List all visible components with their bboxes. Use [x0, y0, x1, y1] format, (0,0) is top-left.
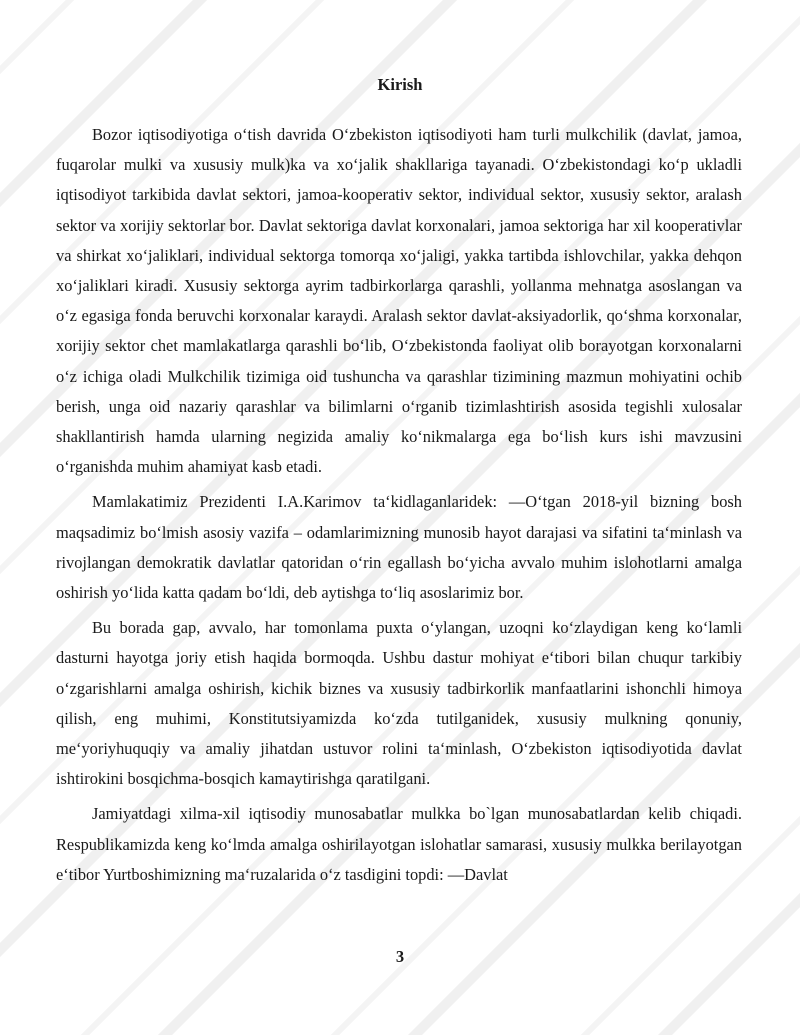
paragraph: Mamlakatimiz Prezidenti I.A.Karimov taʻkidlaganlaridek: ―Oʻtgan 2018-yil bizning bosh maqsadimiz boʻlmish asosiy vazifa – odamlarimizning munosib hayot darajasi va sifatini taʻminlash va rivojlangan demokratik davlatlar qatoridan oʻrin egallash boʻyicha avvalo muhim islohotlarni amalga oshirish yoʻlida katta qadam boʻldi, deb aytishga toʻliq asoslarimiz bor.: [56, 492, 742, 603]
document-title: Kirish: [377, 75, 423, 94]
paragraph: Jamiyatdagi xilma-xil iqtisodiy munosabatlar mulkka bo`lgan munosabatlardan kelib chiqadi. Respublikamizda keng koʻlmda amalga oshirilayotgan islohatlar samarasi, xususiy mulkka berilayotgan eʻtibor Yurtboshimizning maʻruzalarida oʻz tasdigini topdi: ―Davlat: [56, 804, 742, 884]
paragraph: Bu borada gap, avvalo, har tomonlama puxta oʻylangan, uzoqni koʻzlaydigan keng koʻlamli dasturni hayotga joriy etish haqida bormoqda. Ushbu dastur mohiyat eʻtibori bilan chuqur tarkibiy oʻzgarishlarni amalga oshirish, kichik biznes va xususiy tadbirkorlik manfaatlarini ishonchli himoya qilish, eng muhimi, Konstitutsiyamizda koʻzda tutilganidek, xususiy mulkning qonuniy, meʻyoriyhuquqiy va amaliy jihatdan ustuvor rolini taʻminlash, Oʻzbekiston iqtisodiyotida davlat ishtirokini bosqichma-bosqich kamaytirishga qaratilgani.: [56, 618, 742, 789]
document-body: [56, 120, 742, 895]
page-number: 3: [395, 947, 405, 966]
paragraph: Bozor iqtisodiyotiga oʻtish davrida Oʻzbekiston iqtisodiyoti ham turli mulkchilik (davlat, jamoa, fuqarolar mulki va xususiy mulk)ka va xoʻjalik shakllariga tayanadi. Oʻzbekistondagi koʻp ukladli iqtisodiyot tarkibida davlat sektori, jamoa-kooperativ sektor, individual sektor, xususiy sektor, aralash sektor va xorijiy sektorlar bor. Davlat sektoriga davlat korxonalari, jamoa sektoriga har xil kooperativlar va shirkat xoʻjaliklari, individual sektorga tomorqa xoʻjaligi, yakka tartibda ishlovchilar, yakka dehqon xoʻjaliklari kiradi. Xususiy sektorga ayrim tadbirkorlarga qarashli, yollanma mehnatga asoslangan va oʻz egasiga fonda beruvchi korxonalar karaydi. Aralash sektor davlat-aksiyadorlik, qoʻshma korxonalar, xorijiy sektor chet mamlakatlarga qarashli boʻlib, Oʻzbekistonda faoliyat olib borayotgan korxonalarni oʻz ichiga oladi Mulkchilik tizimiga oid tushuncha va qarashlar tizimining mazmun mohiyatini ochib berish, unga oid nazariy qarashlar va bilimlarni oʻrganib tizimlashtirish asosida tegishli xulosalar shakllantirish hamda ularning negizida amaliy koʻnikmalarga ega boʻlish kurs ishi mavzusini oʻrganishda muhim ahamiyat kasb etadi.: [56, 125, 742, 477]
